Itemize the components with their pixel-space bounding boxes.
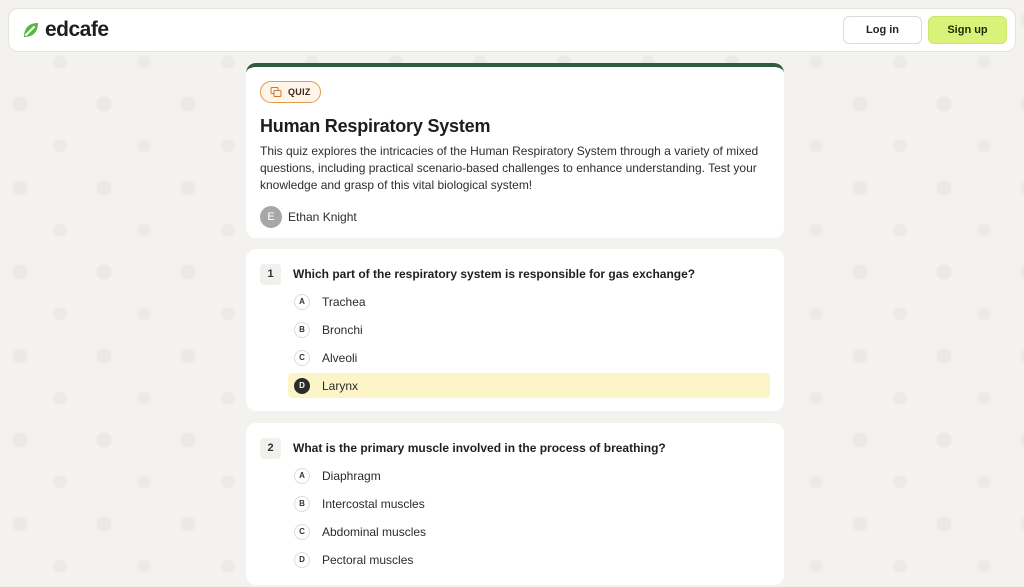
option-letter: B: [294, 496, 310, 512]
option-text: Pectoral muscles: [322, 552, 414, 567]
top-navigation-bar: [8, 8, 1016, 52]
option-text: Alveoli: [322, 350, 358, 365]
author: [260, 206, 770, 228]
answer-option-a[interactable]: [288, 463, 770, 488]
quiz-description: This quiz explores the intricacies of the Human Respiratory System through a variety of mixed questions, including practical scenario-based challenges to enhance understanding. Test your knowledge and grasp of this vital biological system!: [260, 144, 759, 192]
question-card-2: [246, 423, 784, 585]
answer-option-c[interactable]: [288, 519, 770, 544]
question-text: Which part of the respiratory system is responsible for gas exchange?: [293, 267, 696, 281]
answer-option-b[interactable]: [288, 317, 770, 342]
leaf-logo-icon: [21, 20, 41, 40]
option-letter: C: [294, 524, 310, 540]
answer-options: [288, 289, 770, 398]
auth-buttons: [843, 16, 1007, 44]
answer-options: [288, 463, 770, 572]
option-letter: D: [294, 552, 310, 568]
quiz-badge-label: QUIZ: [288, 87, 311, 97]
option-letter: B: [294, 322, 310, 338]
signup-button[interactable]: Sign up: [928, 16, 1007, 44]
edcafe-logo[interactable]: [21, 18, 109, 42]
quiz-title: Human Respiratory System: [260, 116, 491, 136]
answer-option-c[interactable]: [288, 345, 770, 370]
quiz-info-card: [246, 63, 784, 238]
option-text: Abdominal muscles: [322, 524, 427, 539]
question-number: 2: [260, 438, 281, 459]
option-letter: A: [294, 294, 310, 310]
question-card-1: [246, 249, 784, 411]
login-button[interactable]: Log in: [843, 16, 922, 44]
answer-option-d-selected[interactable]: [288, 373, 770, 398]
option-text: Trachea: [322, 294, 366, 309]
option-text: Intercostal muscles: [322, 496, 425, 511]
question-header: [260, 437, 770, 459]
author-avatar: E: [260, 206, 282, 228]
question-number: 1: [260, 264, 281, 285]
option-text: Diaphragm: [322, 468, 381, 483]
brand-name: edcafe: [45, 18, 109, 41]
option-letter: A: [294, 468, 310, 484]
option-letter: C: [294, 350, 310, 366]
answer-option-b[interactable]: [288, 491, 770, 516]
question-text: What is the primary muscle involved in the process of breathing?: [293, 441, 666, 455]
option-letter: D: [294, 378, 310, 394]
author-name: Ethan Knight: [288, 210, 357, 224]
answer-option-a[interactable]: [288, 289, 770, 314]
option-text: Larynx: [322, 378, 359, 393]
quiz-badge: [260, 81, 321, 103]
quiz-icon: [270, 86, 282, 98]
question-header: [260, 263, 770, 285]
option-text: Bronchi: [322, 322, 363, 337]
answer-option-d[interactable]: [288, 547, 770, 572]
